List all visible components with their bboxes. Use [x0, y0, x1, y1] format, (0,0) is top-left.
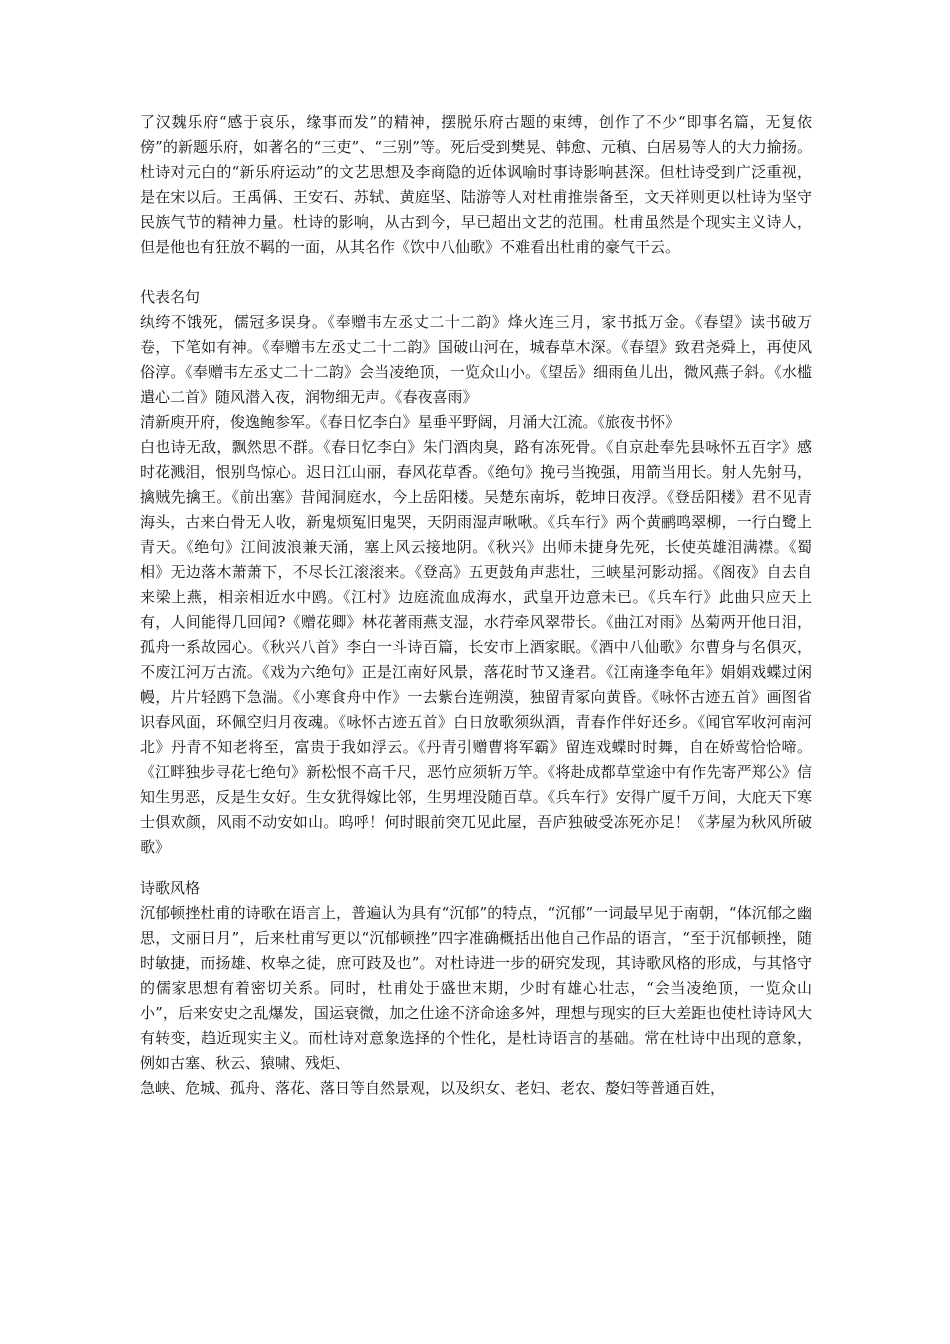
famous-lines-paragraph-2: 清新庾开府，俊逸鲍参军。《春日忆李白》星垂平野阔，月涌大江流。《旅夜书怀》	[140, 413, 681, 431]
famous-lines-paragraph-1: 纨绔不饿死，儒冠多误身。《奉赠韦左丞丈二十二韵》烽火连三月，家书抵万金。《春望》读书破万卷，下笔如有神。《奉赠韦左丞丈二十二韵》国破山河在，城春草木深。《春望》致君尧舜上，再使风俗淳。《奉赠韦左丞丈二十二韵》会当凌绝顶，一览众山小。《望岳》细雨鱼儿出，微风燕子斜。《水槛遣心二首》随风潜入夜，润物细无声。《春夜喜雨》	[140, 313, 812, 406]
famous-lines-heading: 代表名句	[140, 288, 201, 306]
poetry-style-paragraph-1: 沉郁顿挫杜甫的诗歌在语言上，普遍认为具有“沉郁”的特点，“沉郁”一词最早见于南朝，“体沉郁之幽思，文丽日月”，后来杜甫写更以“沉郁顿挫”四字准确概括出他自己作品的语言，“至于沉郁顿挫，随时敏捷，而扬雄、枚皋之徒，庶可跂及也”。对杜诗进一步的研究发现，其诗歌风格的形成，与其恪守的儒家思想有着密切关系。同时，杜甫处于盛世末期，少时有雄心壮志，“会当凌绝顶，一览众山小”，后来安史之乱爆发，国运衰微，加之仕途不济命途多舛，理想与现实的巨大差距也使杜诗诗风大有转变，趋近现实主义。而杜诗对意象选择的个性化，是杜诗语言的基础。常在杜诗中出现的意象，例如古塞、秋云、猿啸、残炬、	[140, 904, 812, 1072]
intro-paragraph: 了汉魏乐府“感于哀乐，缘事而发”的精神，摆脱乐府古题的束缚，创作了不少“即事名篇，无复依傍”的新题乐府，如著名的“三吏”、“三别”等。死后受到樊晃、韩愈、元稹、白居易等人的大力揄扬。杜诗对元白的“新乐府运动”的文艺思想及李商隐的近体讽喻时事诗影响甚深。但杜诗受到广泛重视，是在宋以后。王禹偁、王安石、苏轼、黄庭坚、陆游等人对杜甫推崇备至，文天祥则更以杜诗为坚守民族气节的精神力量。杜诗的影响，从古到今，早已超出文艺的范围。杜甫虽然是个现实主义诗人，但是他也有狂放不羁的一面，从其名作《饮中八仙歌》不难看出杜甫的豪气干云。	[140, 113, 812, 256]
section-spacer	[140, 860, 812, 876]
famous-lines-paragraph-3: 白也诗无敌，飘然思不群。《春日忆李白》朱门酒肉臭，路有冻死骨。《自京赴奉先县咏怀五百字》感时花溅泪，恨别鸟惊心。迟日江山丽，春风花草香。《绝句》挽弓当挽强，用箭当用长。射人先射马，擒贼先擒王。《前出塞》昔闻洞庭水，今上岳阳楼。吴楚东南坼，乾坤日夜浮。《登岳阳楼》君不见青海头，古来白骨无人收，新鬼烦冤旧鬼哭，天阴雨湿声啾啾。《兵车行》两个黄鹂鸣翠柳，一行白鹭上青天。《绝句》江间波浪兼天涌，塞上风云接地阴。《秋兴》出师未捷身先死，长使英雄泪满襟。《蜀相》无边落木萧萧下，不尽长江滚滚来。《登高》五更鼓角声悲壮，三峡星河影动摇。《阁夜》自去自来梁上燕，相亲相近水中鸥。《江村》边庭流血成海水，武皇开边意未已。《兵车行》此曲只应天上有，人间能得几回闻?《赠花卿》林花著雨燕支湿，水荇牵风翠带长。《曲江对雨》丛菊两开他日泪，孤舟一系故园心。《秋兴八首》李白一斗诗百篇，长安市上酒家眠。《酒中八仙歌》尔曹身与名俱灭，不废江河万古流。《戏为六绝句》正是江南好风景，落花时节又逢君。《江南逢李龟年》娟娟戏蝶过闲幔，片片轻鸥下急湍。《小寒食舟中作》一去紫台连朔漠，独留青冢向黄昏。《咏怀古迹五首》画图省识春风面，环佩空归月夜魂。《咏怀古迹五首》白日放歌须纵酒，青春作伴好还乡。《闻官军收河南河北》丹青不知老将至，富贵于我如浮云。《丹青引赠曹将军霸》留连戏蝶时时舞，自在娇莺恰恰啼。《江畔独步寻花七绝句》新松恨不高千尺，恶竹应须斩万竿。《将赴成都草堂途中有作先寄严郑公》信知生男恶，反是生女好。生女犹得嫁比邻，生男埋没随百草。《兵车行》安得广厦千万间，大庇天下寒士俱欢颜，风雨不动安如山。呜呼！何时眼前突兀见此屋，吾庐独破受冻死亦足！《茅屋为秋风所破歌》	[140, 438, 812, 856]
document-page	[140, 110, 812, 1101]
poetry-style-section	[140, 876, 812, 1101]
section-spacer	[140, 260, 812, 285]
poetry-style-paragraph-2: 急峡、危城、孤舟、落花、落日等自然景观，以及织女、老妇、老农、嫠妇等普通百姓，	[140, 1079, 726, 1097]
famous-lines-section	[140, 285, 812, 860]
poetry-style-heading: 诗歌风格	[140, 879, 201, 897]
